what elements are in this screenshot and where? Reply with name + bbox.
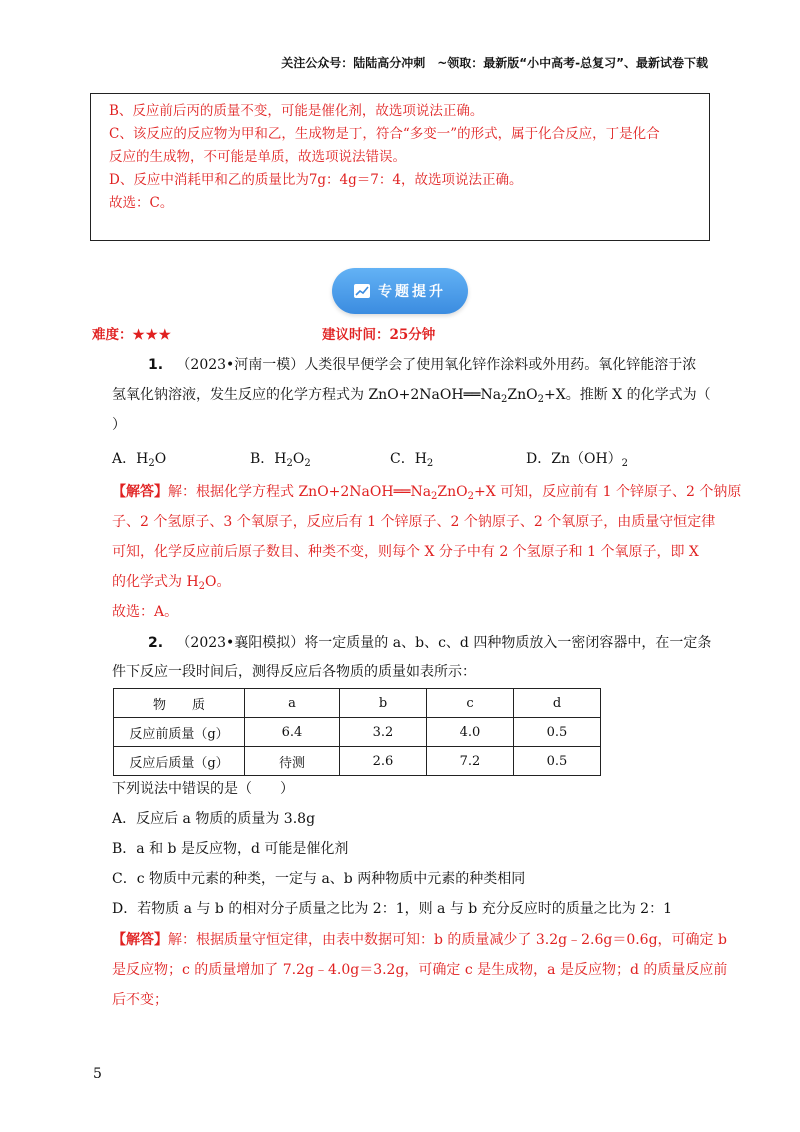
- table-cell: a: [245, 689, 340, 718]
- page-number: 5: [93, 1066, 102, 1082]
- q2-line-2: 件下反应一段时间后，测得反应后各物质的质量如表所示：: [112, 664, 476, 680]
- table-row: [114, 718, 601, 747]
- mass-table: [113, 688, 601, 776]
- q1-line-2: [112, 384, 711, 406]
- table-cell: 物 质: [114, 689, 245, 718]
- difficulty: [92, 323, 172, 343]
- q1-option-d: D．$Zn(OH)_2$: [526, 451, 629, 469]
- q2-stem-1: 将一定质量的 a、b、c、d 四种物质放入一密闭容器中，在一定条: [304, 635, 712, 651]
- q2-answer-line-2: 是反应物；c 的质量增加了 7.2g﹣4.0g＝3.2g，可确定 c 是生成物，a 是反应物；d 的质量反应前: [112, 962, 728, 978]
- q1-sub: 2: [537, 394, 545, 405]
- table-cell: c: [427, 689, 514, 718]
- q1-stem-2a: 氢氧化钠溶液，发生反应的化学方程式为 ZnO+2NaOH══Na: [112, 387, 502, 403]
- q1-option-b: B．$H_2O_2$: [250, 451, 311, 469]
- table-cell: 0.5: [514, 718, 601, 747]
- q1-answer-line-3: 可知，化学反应前后原子数目、种类不变，则每个 X 分子中有 2 个氢原子和 1 个氧原子，即 X: [112, 544, 699, 560]
- q2-line-1: [148, 632, 711, 654]
- q1-conclusion: 故选：A。: [112, 604, 179, 620]
- answer-line-b: B、反应前后丙的质量不变，可能是催化剂，故选项说法正确。: [109, 103, 484, 119]
- table-cell: 反应前质量（g）: [114, 718, 245, 747]
- table-cell: 4.0: [427, 718, 514, 747]
- q2-answer-line-3: 后不变；: [112, 992, 168, 1008]
- q2-prompt: 下列说法中错误的是（ ）: [112, 781, 294, 797]
- table-cell: 反应后质量（g）: [114, 747, 245, 776]
- q1-answer-tag: 【解答】: [112, 484, 168, 500]
- table-cell: 6.4: [245, 718, 340, 747]
- table-cell: 3.2: [340, 718, 427, 747]
- table-header-row: [114, 689, 601, 718]
- section-banner: [332, 268, 468, 314]
- page-header: 关注公众号：陆陆高分冲刺 ~领取：最新版“小中高考-总复习”、最新试卷下载: [281, 56, 708, 70]
- q1-stem-2c: +X。推断 X 的化学式为（: [544, 387, 711, 403]
- banner-label: 专题提升: [378, 284, 446, 300]
- q1-answer-line-2: 子、2 个氢原子、3 个氧原子，反应后有 1 个锌原子、2 个钠原子、2 个氧原子，由质量守恒定律: [112, 514, 716, 530]
- q1-option-c: C．$H_2$: [390, 451, 434, 469]
- answer-line-c-cont: 反应的生成物，不可能是单质，故选项说法错误。: [109, 149, 406, 165]
- table-cell: 2.6: [340, 747, 427, 776]
- q2-number: 2.: [148, 635, 164, 651]
- q1-answer-line-4: 的化学式为 $H_2O$。: [112, 574, 231, 592]
- q2-option-b: B．a 和 b 是反应物，d 可能是催化剂: [112, 841, 349, 857]
- q1-sub: 2: [501, 394, 508, 405]
- previous-answer-box: [90, 93, 710, 241]
- q1-source: （2023•河南一模）: [176, 357, 305, 373]
- q1-line-3: ）: [112, 417, 126, 433]
- table-cell: 待测: [245, 747, 340, 776]
- table-cell: 7.2: [427, 747, 514, 776]
- table-row: [114, 747, 601, 776]
- answer-line-d: D、反应中消耗甲和乙的质量比为7g：4g＝7：4，故选项说法正确。: [109, 172, 523, 188]
- q1-number: 1.: [148, 357, 164, 373]
- q1-line-1: [148, 354, 696, 376]
- answer-conclusion: 故选：C。: [109, 195, 174, 211]
- table-cell: b: [340, 689, 427, 718]
- difficulty-label: 难度：: [92, 327, 133, 343]
- q1-stem-2b: ZnO: [507, 387, 538, 403]
- q2-option-a: A．反应后 a 物质的质量为 3.8g: [112, 811, 316, 827]
- chart-icon: [354, 284, 370, 298]
- q2-answer-tag: 【解答】: [112, 932, 168, 948]
- difficulty-stars: ★★★: [132, 327, 172, 343]
- q1-stem-1: 人类很早便学会了使用氧化锌作涂料或外用药。氧化锌能溶于浓: [304, 357, 697, 373]
- q2-option-c: C．c 物质中元素的种类，一定与 a、b 两种物质中元素的种类相同: [112, 871, 526, 887]
- answer-line-c: C、该反应的反应物为甲和乙，生成物是丁，符合“多变一”的形式，属于化合反应，丁是化合: [109, 126, 660, 142]
- q2-source: （2023•襄阳模拟）: [176, 635, 305, 651]
- table-cell: 0.5: [514, 747, 601, 776]
- q2-answer-line-1: 【解答】解：根据质量守恒定律，由表中数据可知：b 的质量减少了 3.2g﹣2.6g＝0.6g，可确定 b: [112, 932, 727, 948]
- q1-answer-line-1: 【解答】解：根据化学方程式 $ZnO+2NaOH══Na_2ZnO_2+X$ 可知，反应前有 1 个锌原子、2 个钠原: [112, 484, 742, 502]
- suggested-time: 建议时间：25分钟: [322, 327, 436, 343]
- q2-option-d: D．若物质 a 与 b 的相对分子质量之比为 2：1，则 a 与 b 充分反应时的质量之比为 2：1: [112, 901, 672, 917]
- table-cell: d: [514, 689, 601, 718]
- q1-option-a: A．$H_2O$: [112, 451, 167, 469]
